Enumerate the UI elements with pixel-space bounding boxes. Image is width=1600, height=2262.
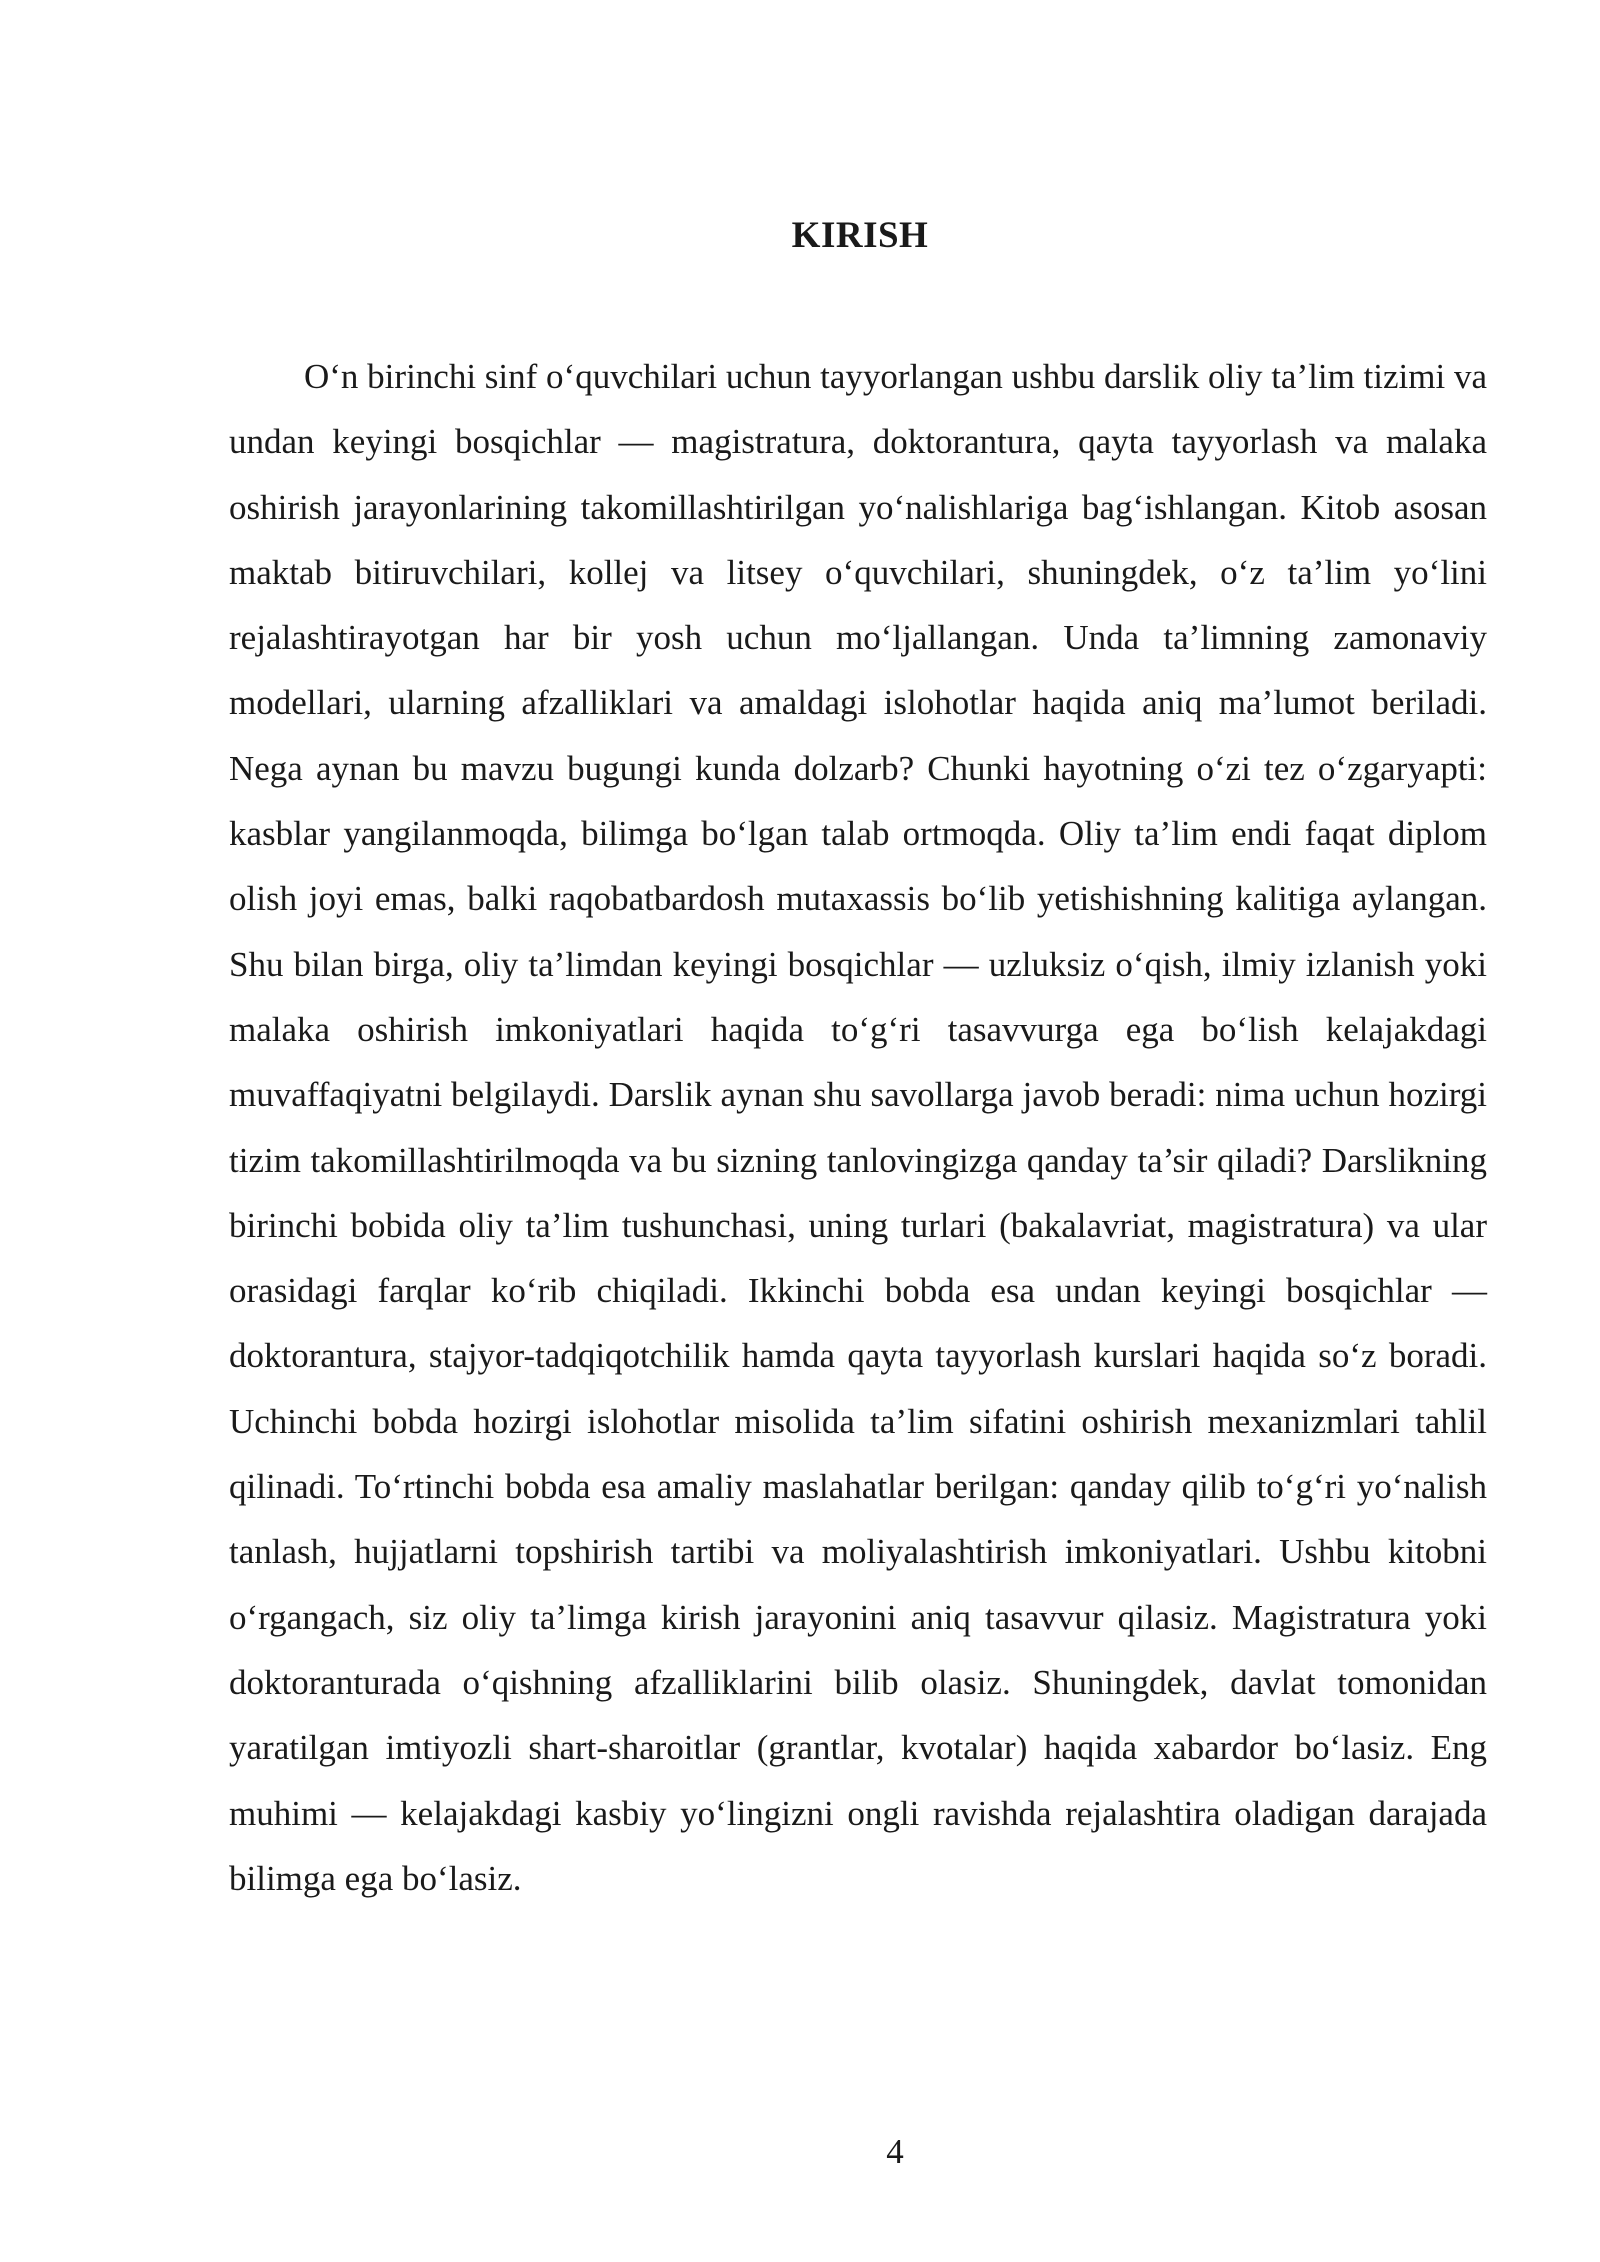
body-paragraph: O‘n birinchi sinf o‘quvchilari uchun tayyorlangan ushbu darslik oliy ta’lim tizimi va undan keyingi bosqichlar — magistratura, doktorantura, qayta tayyorlash va malaka oshirish jarayonlarining takomillashtirilgan yo‘nalishlariga bag‘ishlangan. Kitob asosan maktab bitiruvchilari, kollej va litsey o‘quvchilari, shuningdek, o‘z ta’lim yo‘lini rejalashtirayotgan har bir yosh uchun mo‘ljallangan. Unda ta’limning zamonaviy modellari, ularning afzalliklari va amaldagi islohotlar haqida aniq ma’lumot beriladi. Nega aynan bu mavzu bugungi kunda dolzarb? Chunki hayotning o‘zi tez o‘zgaryapti: kasblar yangilanmoqda, bilimga bo‘lgan talab ortmoqda. Oliy ta’lim endi faqat diplom olish joyi emas, balki raqobatbardosh mutaxassis bo‘lib yetishishning kalitiga aylangan. Shu bilan birga, oliy ta’limdan keyingi bosqichlar — uzluksiz o‘qish, ilmiy izlanish yoki malaka oshirish imkoniyatlari haqida to‘g‘ri tasavvurga ega bo‘lish kelajakdagi muvaffaqiyatni belgilaydi. Darslik aynan shu savollarga javob beradi: nima uchun hozirgi tizim takomillashtirilmoqda va bu sizning tanlovingizga qanday ta’sir qiladi? Darslikning birinchi bobida oliy ta’lim tushunchasi, uning turlari (bakalavriat, magistratura) va ular orasidagi farqlar ko‘rib chiqiladi. Ikkinchi bobda esa undan keyingi bosqichlar — doktorantura, stajyor-tadqiqotchilik hamda qayta tayyorlash kurslari haqida so‘z boradi. Uchinchi bobda hozirgi islohotlar misolida ta’lim sifatini oshirish mexanizmlari tahlil qilinadi. To‘rtinchi bobda esa amaliy maslahatlar berilgan: qanday qilib to‘g‘ri yo‘nalish tanlash, hujjatlarni topshirish tartibi va moliyalashtirish imkoniyatlari. Ushbu kitobni o‘rgangach, siz oliy ta’limga kirish jarayonini aniq tasavvur qilasiz. Magistratura yoki doktoranturada o‘qishning afzalliklarini bilib olasiz. Shuningdek, davlat tomonidan yaratilgan imtiyozli shart-sharoitlar (grantlar, kvotalar) haqida xabardor bo‘lasiz. Eng muhimi — kelajakdagi kasbiy yo‘lingizni ongli ravishda rejalashtira oladigan darajada bilimga ega bo‘lasiz.	[229, 357, 1487, 1898]
page-number: 4	[886, 2132, 904, 2171]
chapter-heading: KIRISH	[791, 215, 929, 256]
